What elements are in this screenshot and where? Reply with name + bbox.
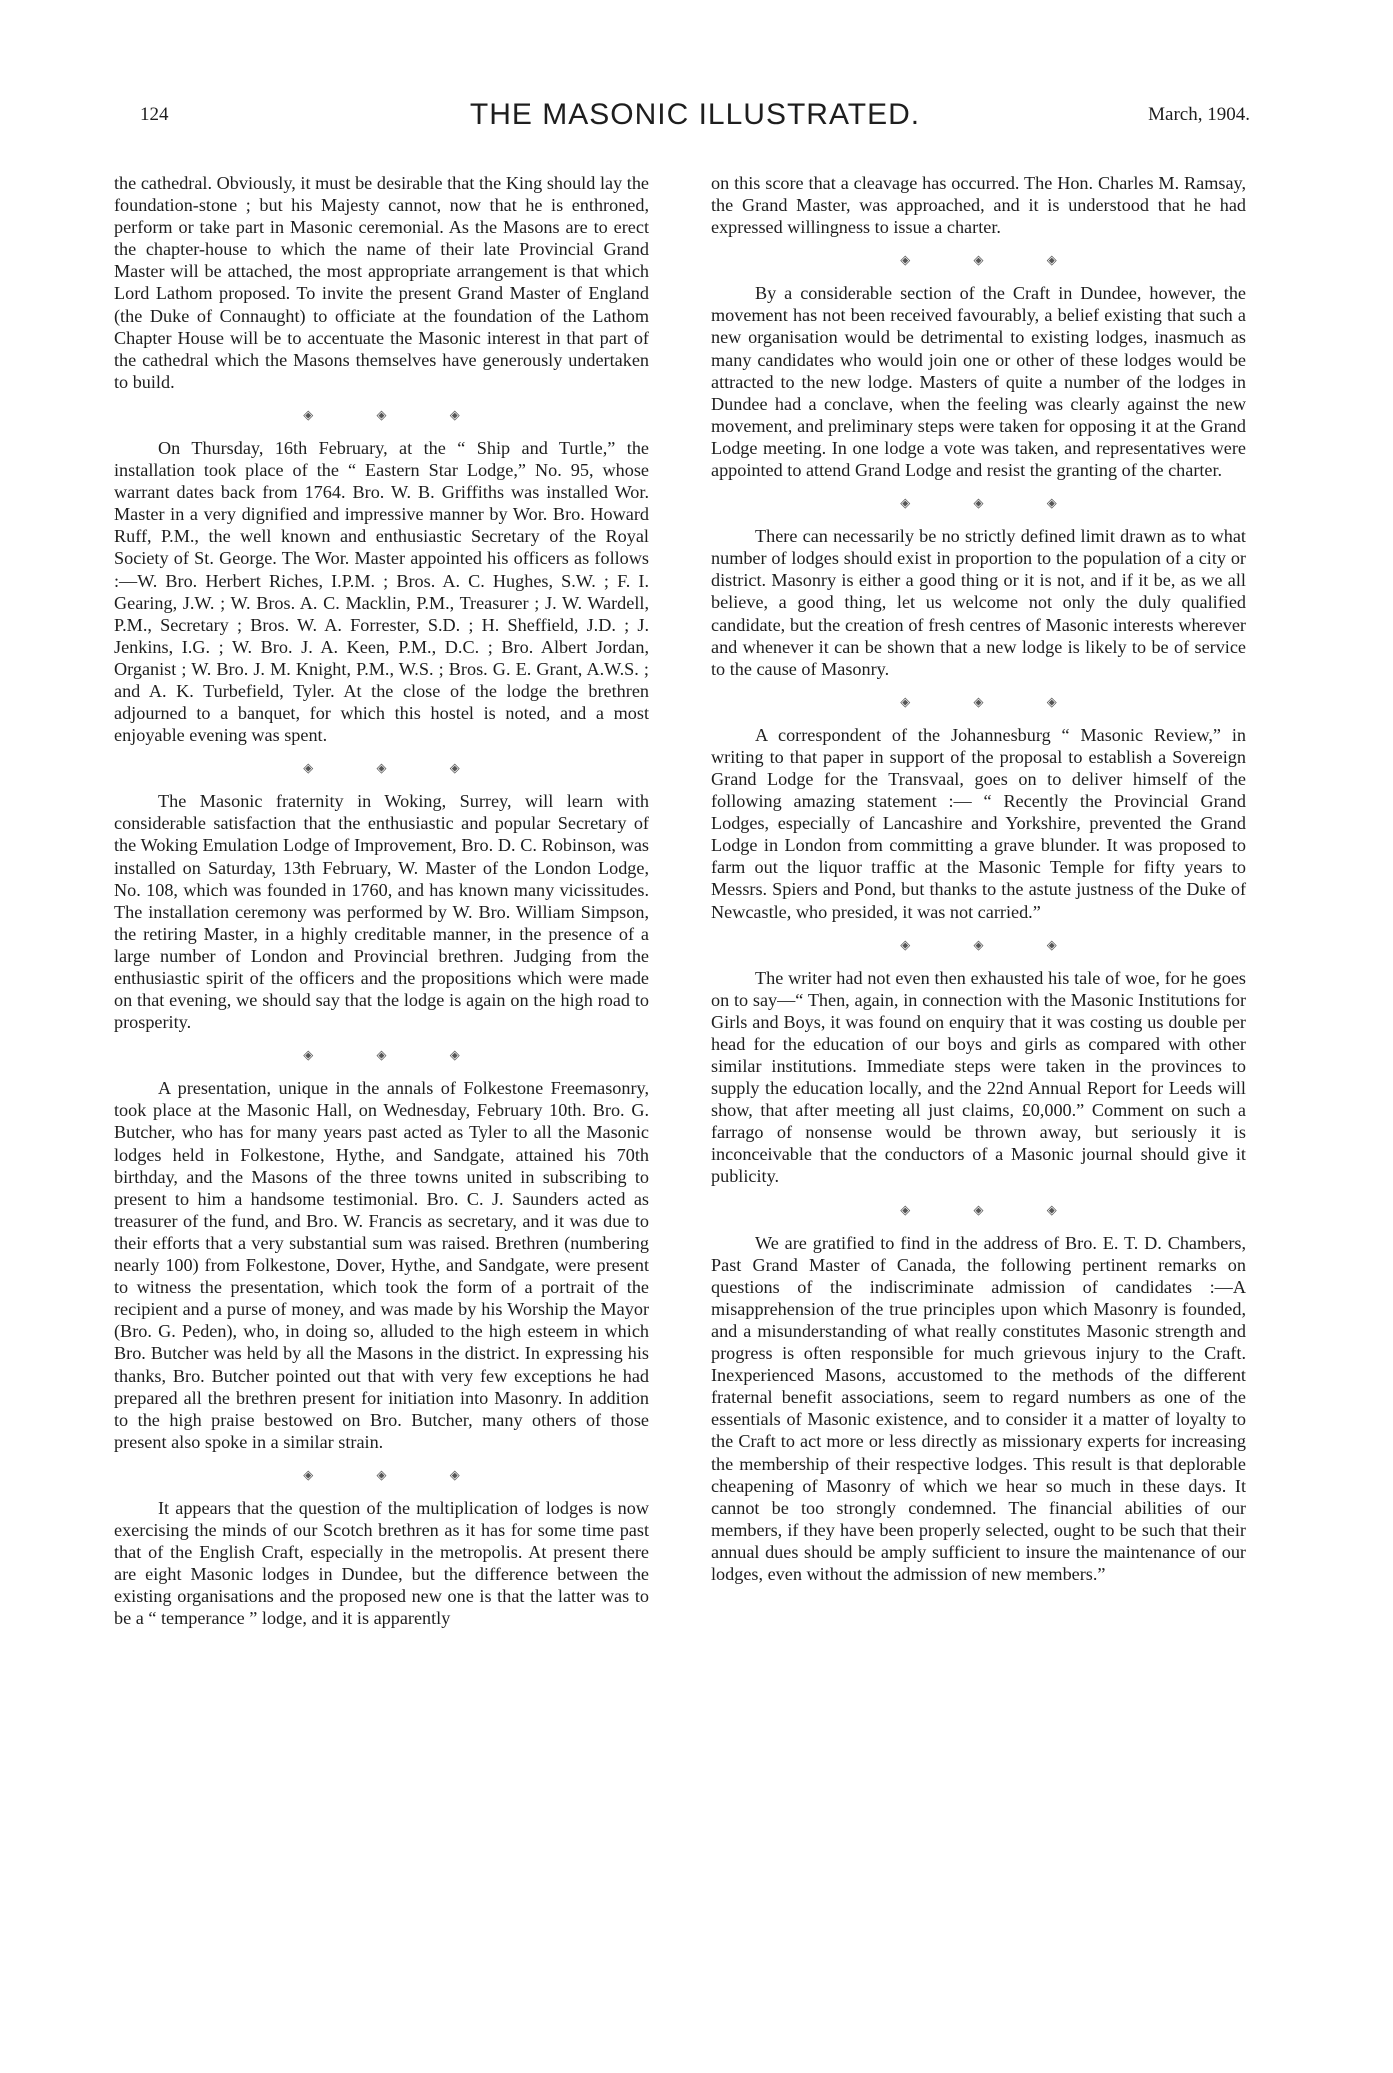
section-divider-ornament: ◈ ◈ ◈ — [303, 1466, 490, 1482]
masthead: THE MASONIC ILLUSTRATED. — [469, 98, 921, 131]
section-divider-ornament: ◈ ◈ ◈ — [303, 760, 490, 776]
article-paragraph: The Masonic fraternity in Woking, Surrey, will learn with considerable satisfaction that the enthusiastic and popular Secretary of the Woking Emulation Lodge of Improvement, Bro. D. C. Robinson, was installed on Saturday, 13th February, W. Master of the London Lodge, No. 108, which was founded in 1760, and has known many vicissitudes. The installation ceremony was performed by W. Bro. William Simpson, the retiring Master, in a highly creditable manner, in the presence of a large number of London and Provincial brethren. Judging from the enthusiastic spirit of the officers and the propositions which were made on that evening, we should say that the lodge is again on the high road to prosperity. — [114, 791, 649, 1033]
section-divider-ornament: ◈ ◈ ◈ — [900, 1201, 1087, 1217]
section-divider-ornament: ◈ ◈ ◈ — [900, 693, 1087, 709]
page-header — [140, 98, 1250, 138]
section-divider-ornament: ◈ ◈ ◈ — [900, 936, 1087, 952]
article-paragraph: We are gratified to find in the address of Bro. E. T. D. Chambers, Past Grand Master of Canada, the following pertinent remarks on questions of the indiscriminate admission of candidates :—A misapprehension of the true principles upon which Masonry is founded, and a misunderstanding of what really constitutes Masonic strength and progress is often responsible for much grievous injury to the Craft. Inexperienced Masons, accustomed to the methods of the different fraternal benefit associations, seem to regard numbers as one of the essentials of Masonic existence, and to consider it a matter of loyalty to the Craft to act more or less directly as missionary experts for increasing the membership of their respective lodges. This result is that deplorable cheapening of Masonry of which we hear so much in these days. It cannot be too strongly condemned. The financial abilities of our members, if they have been properly selected, ought to be such that their annual dues should be amply sufficient to insure the maintenance of our lodges, even without the admission of new members.” — [711, 1232, 1246, 1584]
section-divider-ornament: ◈ ◈ ◈ — [900, 252, 1087, 268]
article-paragraph: There can necessarily be no strictly defined limit drawn as to what number of lodges should exist in proportion to the population of a city or district. Masonry is either a good thing or it is not, and if it be, as we all believe, a good thing, let us welcome not only the duly qualified candidate, but the creation of fresh centres of Masonic interests wherever and whenever it can be shown that a new lodge is likely to be of service to the cause of Masonry. — [711, 526, 1246, 679]
left-column — [114, 172, 649, 1629]
section-divider-ornament: ◈ ◈ ◈ — [303, 1047, 490, 1063]
article-paragraph: A presentation, unique in the annals of Folkestone Freemasonry, took place at the Masonic Hall, on Wednesday, February 10th. Bro. G. Butcher, who has for many years past acted as Tyler to all the Masonic lodges held in Folkestone, Hythe, and Sandgate, attained his 70th birthday, and the Masons of the three towns united in subscribing to present to him a handsome testimonial. Bro. C. J. Saunders acted as treasurer of the fund, and Bro. W. Francis as secretary, and it was due to their efforts that a very substantial sum was raised. Brethren (numbering nearly 100) from Folkestone, Dover, Hythe, and Sandgate, were present to witness the presentation, which took the form of a portrait of the recipient and a purse of money, and was made by his Worship the Mayor (Bro. G. Peden), who, in doing so, alluded to the high esteem in which Bro. Butcher was held by all the Masons in the district. In expressing his thanks, Bro. Butcher pointed out that with very few exceptions he had prepared all the brethren present for initiation into Masonry. In addition to the high praise bestowed on Bro. Butcher, many others of those present also spoke in a similar strain. — [114, 1078, 649, 1452]
section-divider-ornament: ◈ ◈ ◈ — [900, 495, 1087, 511]
article-paragraph: It appears that the question of the multiplication of lodges is now exercising the minds of our Scotch brethren as it has for some time past that of the English Craft, especially in the metropolis. At present there are eight Masonic lodges in Dundee, but the difference between the existing organisations and the proposed new one is that the latter was to be a “ temperance ” lodge, and it is apparently — [114, 1497, 649, 1629]
article-paragraph: A correspondent of the Johannesburg “ Masonic Review,” in writing to that paper in support of the proposal to establish a Sovereign Grand Lodge for the Transvaal, goes on to deliver himself of the following amazing statement :— “ Recently the Provincial Grand Lodges, especially of Lancashire and Yorkshire, prevented the Grand Lodge in London from committing a grave blunder. It was proposed to farm out the liquor traffic at the Masonic Temple for fifty years to Messrs. Spiers and Pond, but thanks to the astute justness of the Duke of Newcastle, who presided, it was not carried.” — [711, 724, 1246, 922]
right-column — [711, 172, 1246, 1585]
issue-date: March, 1904. — [1148, 104, 1250, 125]
page-number: 124 — [140, 104, 169, 125]
article-paragraph: On Thursday, 16th February, at the “ Ship and Turtle,” the installation took place of the “ Eastern Star Lodge,” No. 95, whose warrant dates back from 1764. Bro. W. B. Griffiths was installed Wor. Master in a very dignified and impressive manner by Wor. Bro. Howard Ruff, P.M., the well known and enthusiastic Secretary of the Royal Society of St. George. The Wor. Master appointed his officers as follows :—W. Bro. Herbert Riches, I.P.M. ; Bros. A. C. Hughes, S.W. ; F. I. Gearing, J.W. ; W. Bros. A. C. Macklin, P.M., Treasurer ; J. W. Wardell, P.M., Secretary ; Bros. W. A. Forrester, S.D. ; H. Sheffield, J.D. ; J. Jenkins, I.G. ; W. Bro. J. A. Keen, P.M., D.C. ; Bro. Albert Jordan, Organist ; W. Bro. J. M. Knight, P.M., W.S. ; Bros. G. E. Grant, A.W.S. ; and A. K. Turbefield, Tyler. At the close of the lodge the brethren adjourned to a banquet, for which this hostel is noted, and a most enjoyable evening was spent. — [114, 437, 649, 746]
article-paragraph: The writer had not even then exhausted his tale of woe, for he goes on to say—“ Then, again, in connection with the Masonic Institutions for Girls and Boys, it was found on enquiry that it was costing us double per head for the education of our boys and girls as compared with other similar institutions. Immediate steps were taken in the provinces to supply the education locally, and the 22nd Annual Report for Leeds will show, that after meeting all just claims, £0,000.” Comment on such a farrago of nonsense would be thrown away, but seriously it is inconceivable that the conductors of a Masonic journal should give it publicity. — [711, 967, 1246, 1187]
section-divider-ornament: ◈ ◈ ◈ — [303, 406, 490, 422]
article-paragraph: By a considerable section of the Craft in Dundee, however, the movement has not been received favourably, a belief existing that such a new organisation would be detrimental to existing lodges, inasmuch as many candidates who would join one or other of these lodges would be attracted to the new lodge. Masters of quite a number of the lodges in Dundee had a conclave, when the feeling was clearly against the new movement, and preliminary steps were taken for opposing it at the Grand Lodge meeting. In one lodge a vote was taken, and representatives were appointed to attend Grand Lodge and resist the granting of the charter. — [711, 283, 1246, 481]
article-paragraph: the cathedral. Obviously, it must be desirable that the King should lay the foundation-stone ; but his Majesty cannot, now that he is enthroned, perform or take part in Masonic ceremonial. As the Masons are to erect the chapter-house to which the name of their late Provincial Grand Master will be attached, the most appropriate arrangement is that which Lord Lathom proposed. To invite the present Grand Master of England (the Duke of Connaught) to officiate at the foundation of the Lathom Chapter House will be to accentuate the Masonic interest in that part of the cathedral which the Masons themselves have generously undertaken to build. — [114, 173, 649, 392]
article-paragraph: on this score that a cleavage has occurred. The Hon. Charles M. Ramsay, the Grand Master, was approached, and it is understood that he had expressed willingness to issue a charter. — [711, 173, 1246, 238]
